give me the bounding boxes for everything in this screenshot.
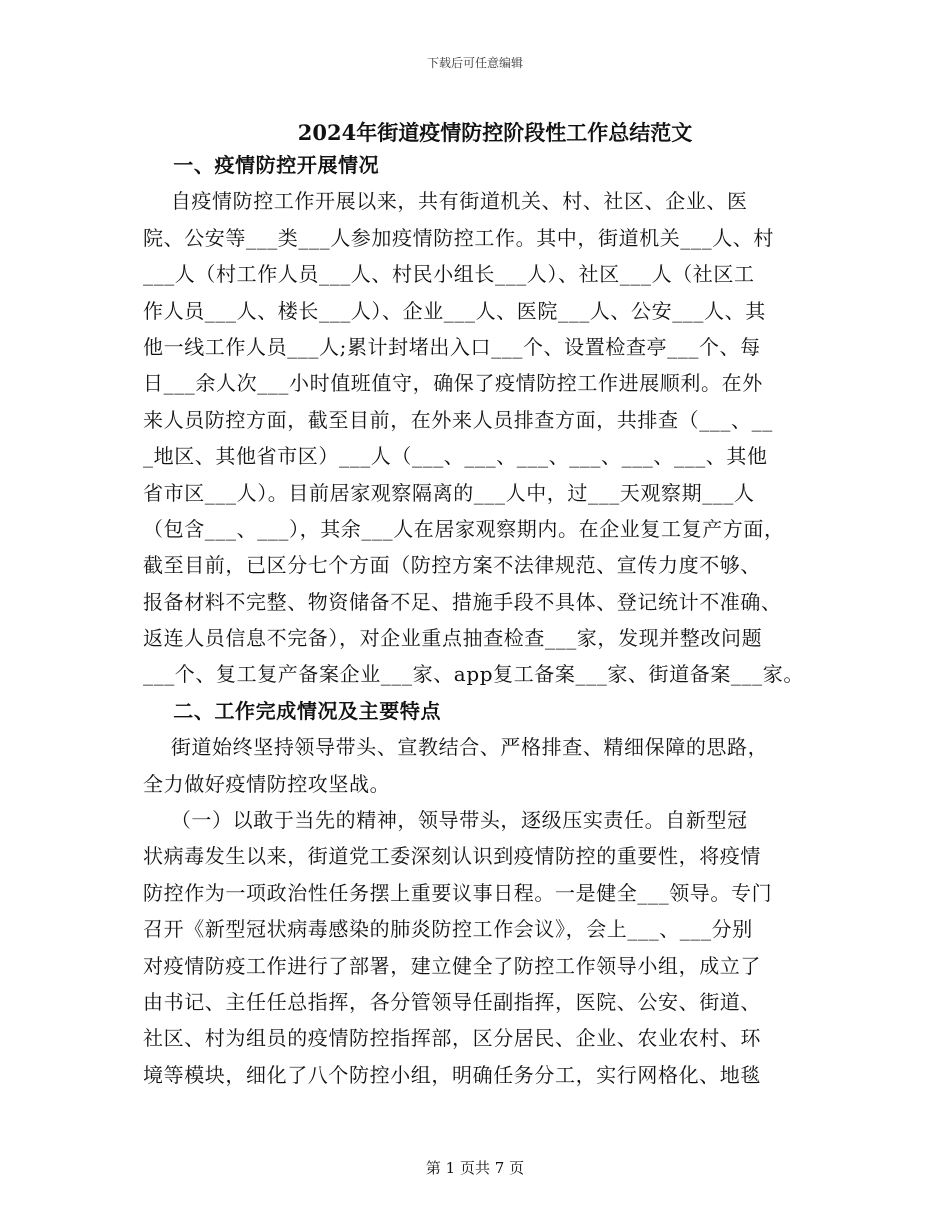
body-line: _地区、其他省市区）___人（___、___、___、___、___、___、其他 xyxy=(143,444,768,469)
body-line: 来人员防控方面，截至目前，在外来人员排查方面，共排查（___、__ xyxy=(143,407,773,432)
document-title: 2024年街道疫情防控阶段性工作总结范文 xyxy=(297,120,693,145)
body-line: 他一线工作人员___人;累计封堵出入口___个、设置检查亭___个、每 xyxy=(143,334,761,359)
body-line: 返连人员信息不完备），对企业重点抽查检查___家，发现并整改问题 xyxy=(143,626,763,651)
body-line: 召开《新型冠状病毒感染的肺炎防控工作会议》，会上___、___分别 xyxy=(143,917,753,942)
body-line: 防控作为一项政治性任务摆上重要议事日程。一是健全___领导。专门 xyxy=(143,880,773,905)
body-line: （一）以敢于当先的精神，领导带头，逐级压实责任。自新型冠 xyxy=(143,808,748,833)
page-footer: 第 1 页共 7 页 xyxy=(425,1159,525,1177)
body-line: 全力做好疫情防控攻坚战。 xyxy=(143,771,391,796)
header-note: 下载后可任意编辑 xyxy=(426,56,523,70)
body-line: 状病毒发生以来，街道党工委深刻认识到疫情防控的重要性，将疫情 xyxy=(143,844,761,869)
body-line: 自疫情防控工作开展以来，共有街道机关、村、社区、企业、医 xyxy=(143,189,748,214)
body-line: 社区、村为组员的疫情防控指挥部，区分居民、企业、农业农村、环 xyxy=(143,1026,761,1051)
body-line: （包含___、___），其余___人在居家观察期内。在企业复工复产方面， xyxy=(143,516,785,541)
section-heading-2: 二、工作完成情况及主要特点 xyxy=(143,698,442,723)
body-line: ___人（村工作人员___人、村民小组长___人）、社区___人（社区工 xyxy=(143,262,755,287)
body-line: 报备材料不完整、物资储备不足、措施手段不具体、登记统计不准确、 xyxy=(143,589,782,614)
body-line: 街道始终坚持领导带头、宣教结合、严格排查、精细保障的思路， xyxy=(143,735,769,760)
body-line: 由书记、主任任总指挥，各分管领导任副指挥，医院、公安、街道、 xyxy=(143,989,761,1014)
section-heading-1: 一、疫情防控开展情况 xyxy=(143,153,380,177)
document-body xyxy=(143,147,813,1093)
body-line: 对疫情防疫工作进行了部署，建立健全了防控工作领导小组，成立了 xyxy=(143,953,761,978)
body-line: ___个、复工复产备案企业___家、app复工备案___家、街道备案___家。 xyxy=(143,662,804,687)
body-line: 省市区___人）。目前居家观察隔离的___人中，过___天观察期___人 xyxy=(143,480,755,505)
body-line: 作人员___人、楼长___人）、企业___人、医院___人、公安___人、其 xyxy=(143,298,766,323)
body-line: 截至目前，已区分七个方面（防控方案不法律规范、宣传力度不够、 xyxy=(143,553,761,578)
body-line: 院、公安等___类___人参加疫情防控工作。其中，街道机关___人、村 xyxy=(143,225,774,250)
body-line: 境等模块，细化了八个防控小组，明确任务分工，实行网格化、地毯 xyxy=(143,1062,761,1087)
body-line: 日___余人次___小时值班值守，确保了疫情防控工作进展顺利。在外 xyxy=(143,371,763,396)
